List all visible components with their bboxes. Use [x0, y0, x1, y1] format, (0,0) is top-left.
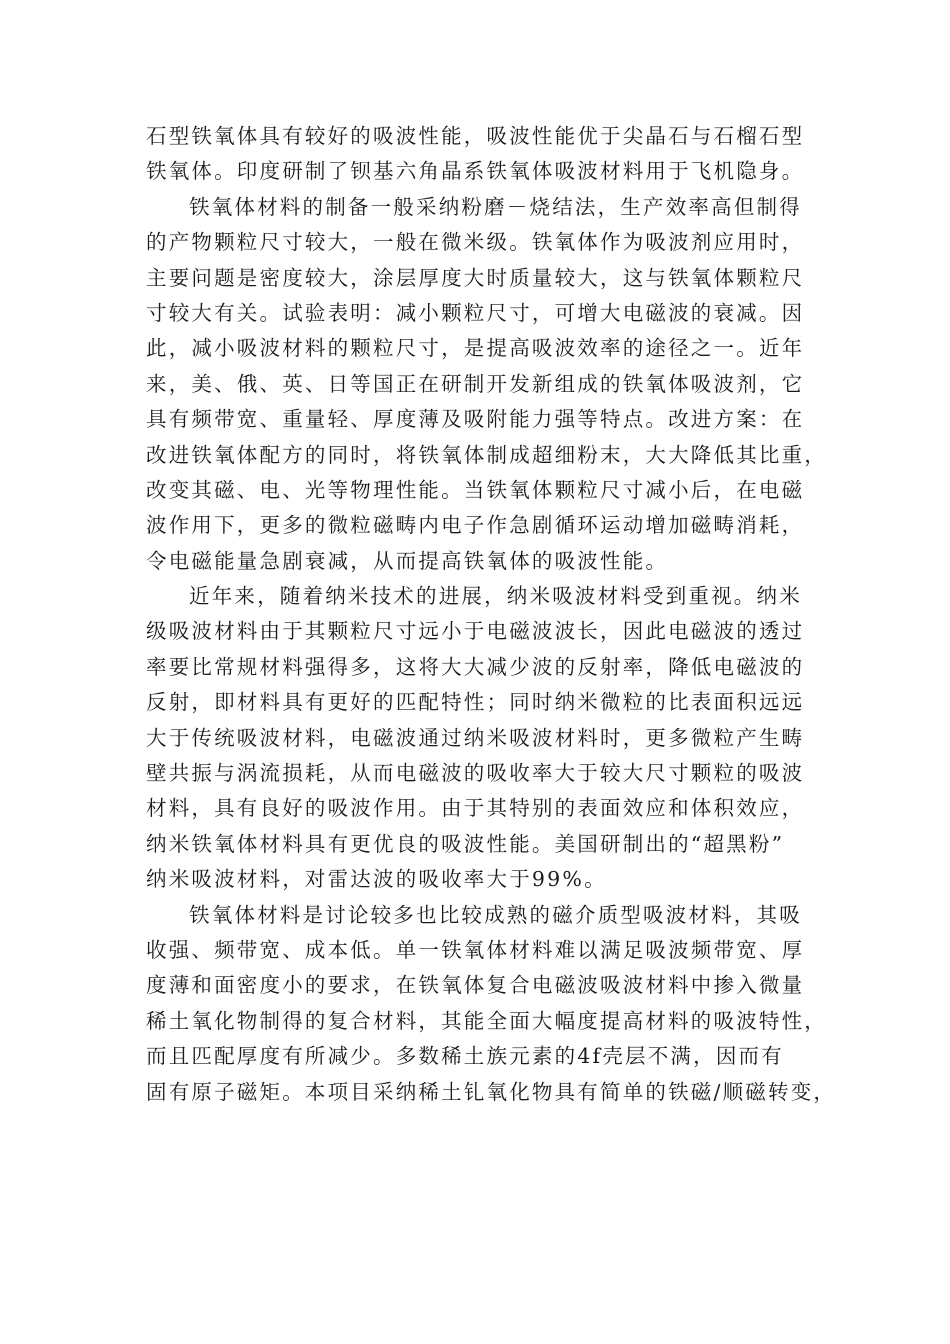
text-line: 纳米铁氧体材料具有更优良的吸波性能。美国研制出的“超黑粉”: [146, 831, 785, 856]
text-line: 固有原子磁矩。本项目采纳稀土钆氧化物具有简单的铁磁/顺磁转变，: [146, 1079, 837, 1104]
text-line: 纳米吸波材料，对雷达波的吸收率大于99%。: [146, 867, 607, 892]
text-line: 材料，具有良好的吸波作用。由于其特别的表面效应和体积效应，: [146, 796, 805, 821]
text-line: 收强、频带宽、成本低。单一铁氧体材料难以满足吸波频带宽、厚: [146, 937, 805, 962]
paragraph-first-line: 铁氧体材料的制备一般采纳粉磨－烧结法，生产效率高但制得: [189, 194, 802, 219]
text-line: 级吸波材料由于其颗粒尺寸远小于电磁波波长，因此电磁波的透过: [146, 619, 805, 644]
text-line: 令电磁能量急剧衰减，从而提高铁氧体的吸波性能。: [146, 548, 669, 573]
text-line: 石型铁氧体具有较好的吸波性能，吸波性能优于尖晶石与石榴石型: [146, 124, 805, 148]
text-line: 壁共振与涡流损耗，从而电磁波的吸收率大于较大尺寸颗粒的吸波: [146, 761, 805, 786]
text-line: 稀土氧化物制得的复合材料，其能全面大幅度提高材料的吸波特性，: [146, 1008, 827, 1033]
text-line: 寸较大有关。试验表明：减小颗粒尺寸，可增大电磁波的衰减。因: [146, 300, 805, 325]
text-line: 大于传统吸波材料，电磁波通过纳米吸波材料时，更多微粒产生畴: [146, 725, 805, 750]
text-line: 率要比常规材料强得多，这将大大减少波的反射率，降低电磁波的: [146, 654, 805, 679]
paragraph-first-line: 近年来，随着纳米技术的进展，纳米吸波材料受到重视。纳米: [189, 584, 802, 609]
text-line: 铁氧体。印度研制了钡基六角晶系铁氧体吸波材料用于飞机隐身。: [146, 159, 805, 184]
body-text: [146, 119, 837, 1110]
text-line: 改变其磁、电、光等物理性能。当铁氧体颗粒尺寸减小后，在电磁: [146, 477, 805, 502]
text-line: 主要问题是密度较大，涂层厚度大时质量较大，这与铁氧体颗粒尺: [146, 265, 805, 290]
text-line: 波作用下，更多的微粒磁畴内电子作急剧循环运动增加磁畴消耗，: [146, 513, 805, 538]
text-line: 而且匹配厚度有所减少。多数稀土族元素的4f壳层不满，因而有: [146, 1044, 784, 1069]
text-line: 度薄和面密度小的要求，在铁氧体复合电磁波吸波材料中掺入微量: [146, 973, 805, 998]
text-line: 反射，即材料具有更好的匹配特性；同时纳米微粒的比表面积远远: [146, 690, 805, 715]
text-line: 此，减小吸波材料的颗粒尺寸，是提高吸波效率的途径之一。近年: [146, 336, 805, 361]
text-line: 来，美、俄、英、日等国正在研制开发新组成的铁氧体吸波剂，它: [146, 371, 805, 396]
text-line: 的产物颗粒尺寸较大，一般在微米级。铁氧体作为吸波剂应用时，: [146, 230, 805, 255]
text-line: 具有频带宽、重量轻、厚度薄及吸附能力强等特点。改进方案：在: [146, 407, 805, 432]
paragraph-first-line: 铁氧体材料是讨论较多也比较成熟的磁介质型吸波材料，其吸: [189, 902, 802, 927]
text-line: 改进铁氧体配方的同时，将铁氧体制成超细粉末，大大降低其比重，: [146, 442, 827, 467]
